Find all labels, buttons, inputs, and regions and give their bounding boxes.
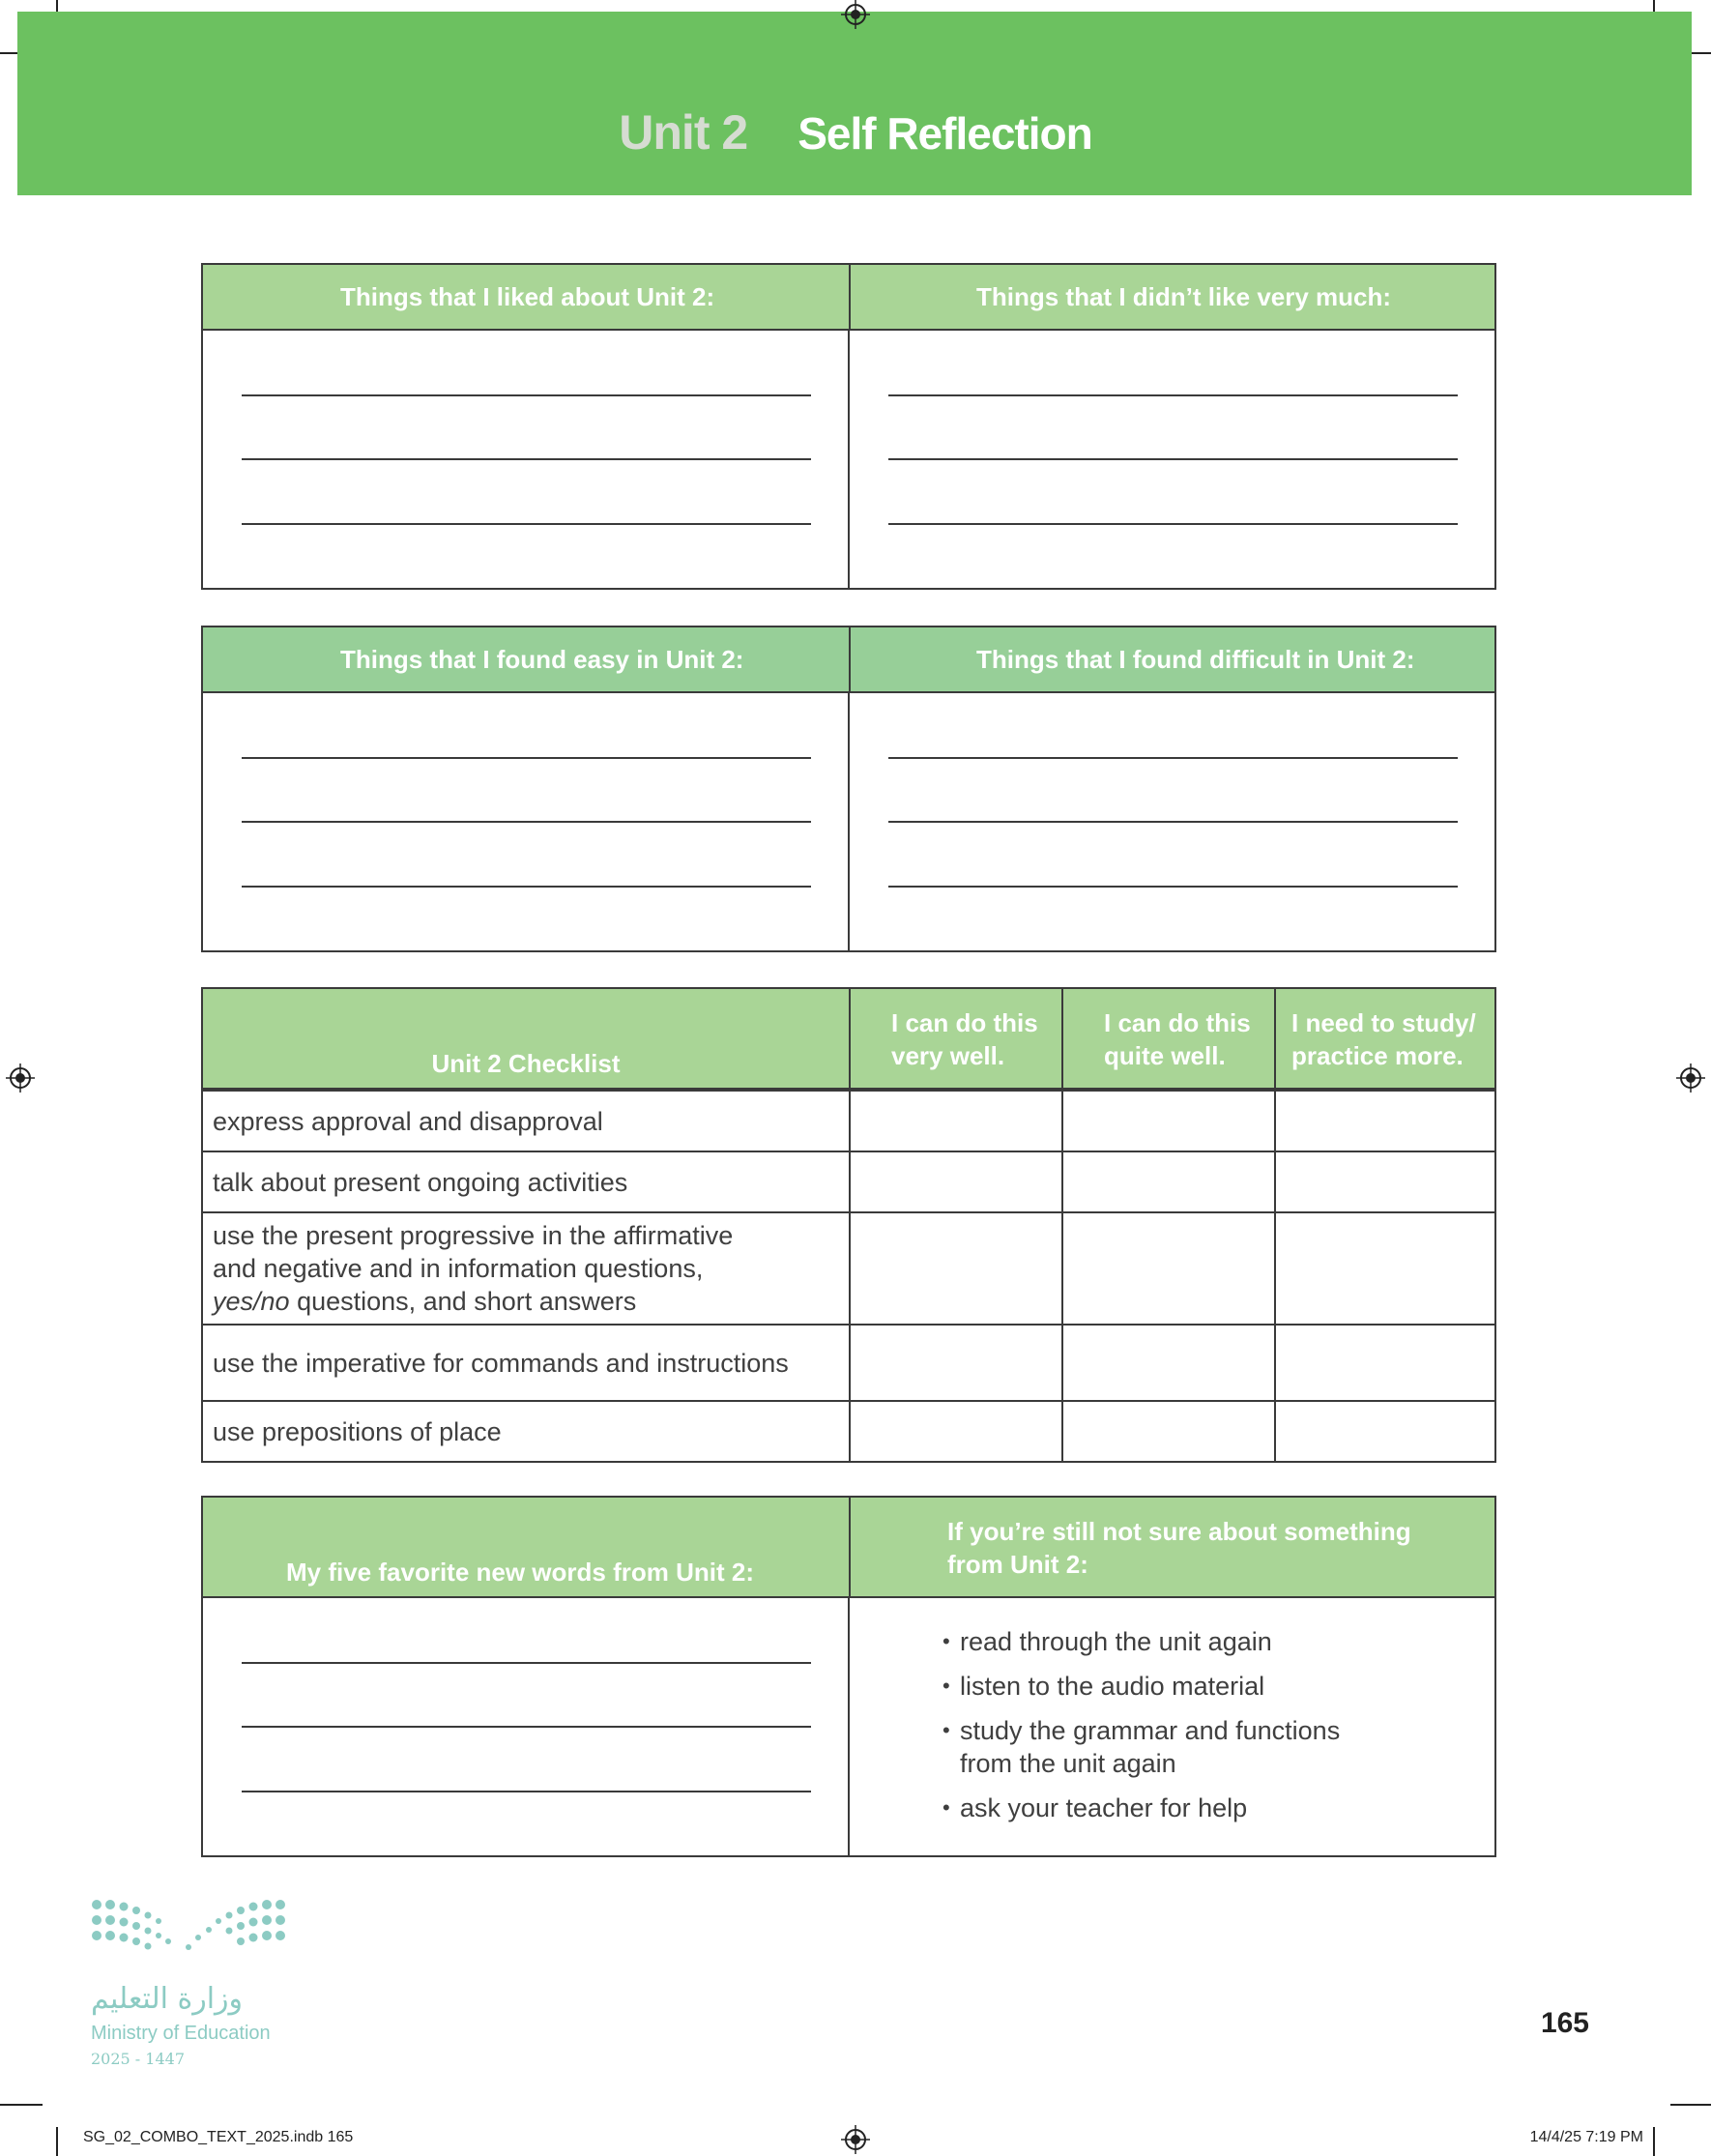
- checklist-item: use the imperative for commands and instructions: [213, 1348, 789, 1378]
- tips-area: [848, 1598, 1494, 1855]
- writing-line: [888, 886, 1458, 888]
- check-cell[interactable]: [1061, 1326, 1274, 1400]
- writing-line: [242, 458, 811, 460]
- checklist-item: talk about present ongoing activities: [213, 1167, 628, 1197]
- disliked-header: Things that I didn’t like very much:: [849, 265, 1494, 329]
- checklist-item-emphasis: yes/no: [213, 1287, 290, 1316]
- ministry-name-english: Ministry of Education: [91, 2023, 271, 2044]
- writing-line: [888, 821, 1458, 823]
- page-title: [0, 104, 1711, 160]
- check-cell[interactable]: [849, 1402, 1061, 1461]
- writing-line: [242, 523, 811, 525]
- checklist-item: [203, 1213, 849, 1324]
- writing-line: [888, 458, 1458, 460]
- col-very-well-line: very well.: [891, 1041, 1005, 1070]
- checklist-row: [203, 1151, 1494, 1211]
- checklist-item: express approval and disapproval: [213, 1106, 603, 1136]
- checklist-item-line: and negative and in information questions,: [213, 1254, 704, 1283]
- check-cell[interactable]: [849, 1326, 1061, 1400]
- crop-mark: [1653, 2127, 1655, 2156]
- words-table: [201, 1496, 1496, 1857]
- check-cell[interactable]: [1061, 1213, 1274, 1324]
- difficult-answer-area[interactable]: [848, 693, 1494, 950]
- page-number: 165: [1540, 2007, 1589, 2039]
- words-answer-area[interactable]: [203, 1598, 848, 1855]
- col-quite-well-line: I can do this: [1104, 1008, 1251, 1037]
- col-very-well: [849, 989, 1061, 1088]
- check-cell[interactable]: [1274, 1402, 1494, 1461]
- print-slug-right: 14/4/25 7:19 PM: [1529, 2129, 1643, 2145]
- col-study-line: I need to study/: [1291, 1008, 1476, 1037]
- title-banner: [17, 12, 1692, 195]
- print-slug-left: SG_02_COMBO_TEXT_2025.indb 165: [83, 2129, 354, 2145]
- col-study-more: [1274, 989, 1494, 1088]
- writing-line: [888, 523, 1458, 525]
- title-text: Self Reflection: [798, 108, 1092, 159]
- liked-table: [201, 263, 1496, 590]
- check-cell[interactable]: [849, 1092, 1061, 1151]
- checklist-item-text: questions, and short answers: [289, 1287, 637, 1316]
- ministry-logo-icon: [87, 1895, 300, 1972]
- tip-item-line: • study the grammar and functions: [960, 1716, 1341, 1745]
- registration-mark-icon: [1676, 1063, 1705, 1093]
- words-header: My five favorite new words from Unit 2:: [286, 1557, 754, 1587]
- checklist-row: [203, 1400, 1494, 1461]
- liked-header: Things that I liked about Unit 2:: [340, 281, 715, 311]
- writing-line: [242, 886, 811, 888]
- check-cell[interactable]: [1061, 1152, 1274, 1211]
- col-quite-well-line: quite well.: [1104, 1041, 1226, 1070]
- check-cell[interactable]: [849, 1213, 1061, 1324]
- crop-mark: [0, 2104, 43, 2106]
- writing-line: [242, 394, 811, 396]
- check-cell[interactable]: [1061, 1402, 1274, 1461]
- checklist-item-line: use the present progressive in the affirmative: [213, 1221, 734, 1250]
- check-cell[interactable]: [1061, 1092, 1274, 1151]
- unsure-header-line: If you’re still not sure about something: [947, 1517, 1411, 1546]
- checklist-row: [203, 1090, 1494, 1151]
- registration-mark-icon: [841, 2125, 870, 2154]
- check-cell[interactable]: [1274, 1092, 1494, 1151]
- check-cell[interactable]: [1274, 1326, 1494, 1400]
- writing-line: [242, 1791, 811, 1792]
- tips-list: [942, 1625, 1340, 1836]
- easy-table: [201, 626, 1496, 952]
- col-study-line: practice more.: [1291, 1041, 1464, 1070]
- writing-line: [242, 1662, 811, 1664]
- tip-item: • ask your teacher for help: [942, 1792, 1340, 1824]
- disliked-answer-area[interactable]: [848, 331, 1494, 588]
- unsure-header: [849, 1498, 1494, 1596]
- liked-answer-area[interactable]: [203, 331, 848, 588]
- checklist-item-line: [213, 1285, 849, 1318]
- checklist-table: [201, 987, 1496, 1463]
- writing-line: [242, 1726, 811, 1728]
- easy-answer-area[interactable]: [203, 693, 848, 950]
- tip-item-line: from the unit again: [960, 1749, 1176, 1778]
- registration-mark-icon: [841, 0, 870, 29]
- writing-line: [888, 757, 1458, 759]
- unit-label: Unit 2: [619, 105, 748, 160]
- col-quite-well: [1061, 989, 1274, 1088]
- writing-line: [242, 821, 811, 823]
- difficult-header: Things that I found difficult in Unit 2:: [849, 627, 1494, 691]
- writing-line: [888, 394, 1458, 396]
- tip-item: • read through the unit again: [942, 1625, 1340, 1658]
- tip-item: [942, 1714, 1340, 1780]
- check-cell[interactable]: [1274, 1152, 1494, 1211]
- checklist-item: use prepositions of place: [213, 1416, 502, 1446]
- check-cell[interactable]: [1274, 1213, 1494, 1324]
- ministry-name-arabic: وزارة التعليم: [91, 1982, 244, 2016]
- easy-header: Things that I found easy in Unit 2:: [340, 644, 744, 674]
- crop-mark: [56, 2127, 58, 2156]
- tip-item: • listen to the audio material: [942, 1670, 1340, 1703]
- registration-mark-icon: [6, 1063, 35, 1093]
- check-cell[interactable]: [849, 1152, 1061, 1211]
- crop-mark: [1670, 2104, 1711, 2106]
- unsure-header-line: from Unit 2:: [947, 1550, 1088, 1579]
- checklist-row: [203, 1211, 1494, 1324]
- checklist-row: [203, 1324, 1494, 1400]
- writing-line: [242, 757, 811, 759]
- checklist-title: Unit 2 Checklist: [431, 1048, 621, 1078]
- ministry-year: 2025 - 1447: [91, 2050, 186, 2068]
- col-very-well-line: I can do this: [891, 1008, 1038, 1037]
